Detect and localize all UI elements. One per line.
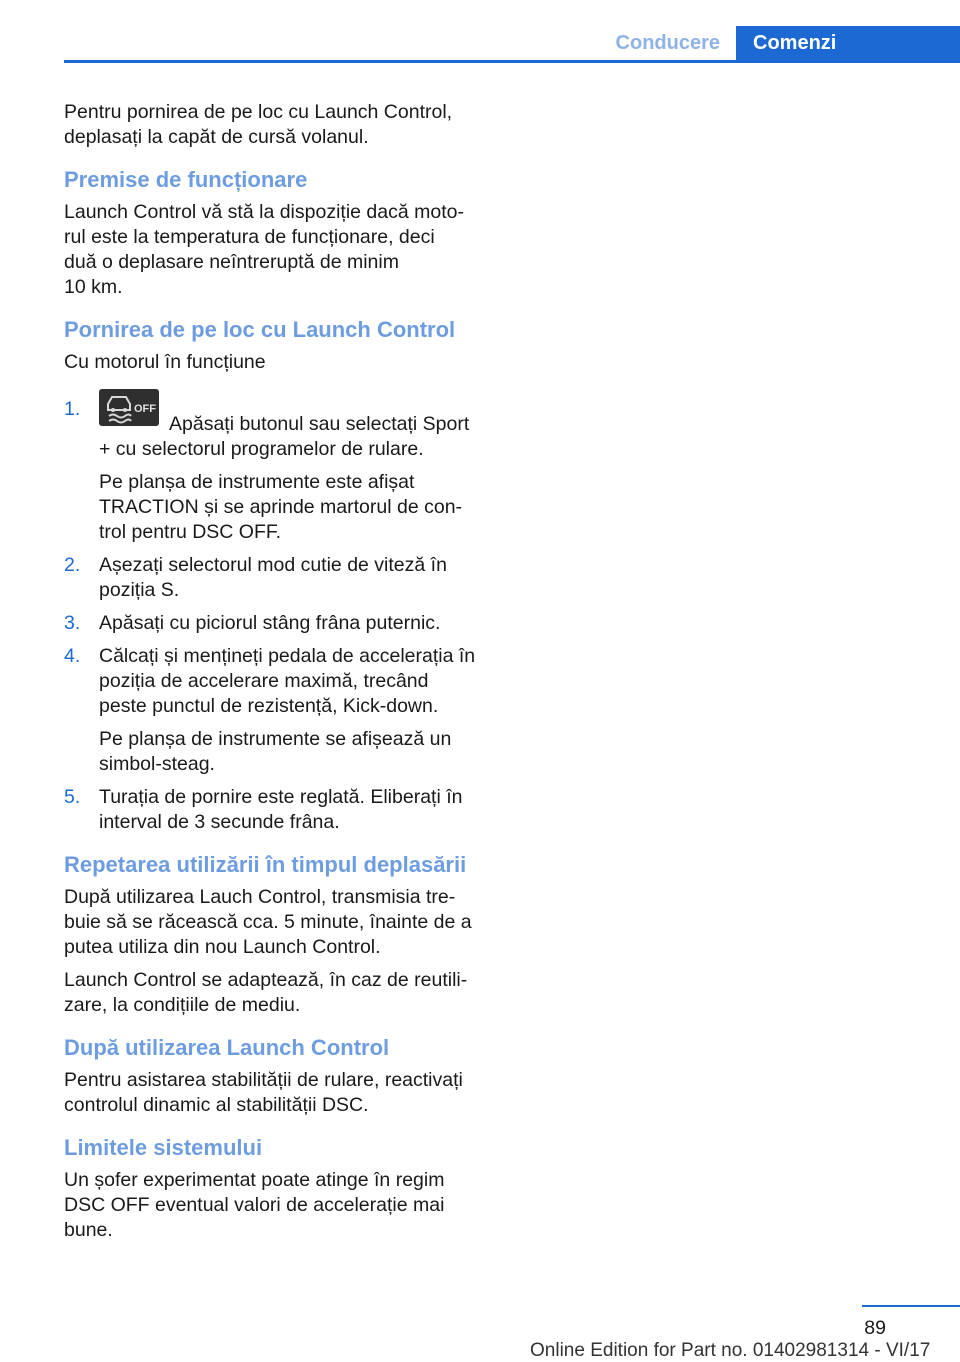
repetarea-paragraph-1: După utilizarea Lauch Control, transmisia tre- buie să se răcească cca. 5 minute, înainte de a putea utiliza din nou Launch Control. (64, 886, 472, 958)
limitele-paragraph: Un șofer experimentat poate atinge în regim DSC OFF eventual valori de accelerație mai bune. (64, 1169, 445, 1241)
pornirea-subtitle: Cu motorul în funcțiune (64, 351, 266, 373)
repetarea-paragraph-2: Launch Control se adaptează, în caz de reutili- zare, la condițiile de mediu. (64, 969, 468, 1016)
header-chapter-tab[interactable] (736, 26, 960, 63)
header-chapter-label: Comenzi (753, 32, 837, 54)
page-content (64, 100, 489, 1251)
step-5 (64, 785, 489, 835)
step-number: 1. (64, 398, 81, 420)
footer-divider (862, 1305, 960, 1307)
steps-list (64, 397, 489, 835)
step-number: 4. (64, 645, 81, 667)
step-4 (64, 644, 489, 777)
dsc-off-button-icon (99, 389, 159, 426)
premise-paragraph: Launch Control vă stă la dispoziție dacă moto- rul este la temperatura de funcționare, deci duă o deplasare neîntreruptă de minim 10 km. (64, 201, 464, 298)
edition-note: Online Edition for Part no. 01402981314 - VI/17 (530, 1340, 931, 1361)
step-2 (64, 553, 489, 603)
heading-limitele: Limitele sistemului (64, 1135, 263, 1160)
step-number: 5. (64, 786, 81, 808)
heading-premise: Premise de funcționare (64, 167, 308, 192)
heading-repetarea: Repetarea utilizării în timpul deplasării (64, 852, 467, 877)
header-section-tab[interactable]: Conducere (615, 32, 720, 54)
step-4-text: Călcați și mențineți pedala de accelerația în poziția de accelerare maximă, trecând peste punctul de rezistență, Kick-down. (99, 645, 476, 717)
step-3 (64, 611, 489, 636)
intro-paragraph: Pentru pornirea de pe loc cu Launch Control, deplasați la capăt de cursă volanul. (64, 101, 453, 148)
step-5-text: Turația de pornire este reglată. Eliberați în interval de 3 secunde frâna. (99, 786, 463, 833)
dupa-paragraph: Pentru asistarea stabilității de rulare, reactivați controlul dinamic al stabilității DSC. (64, 1069, 463, 1116)
step-4-note: Pe planșa de instrumente se afișează un simbol-steag. (99, 728, 452, 775)
step-2-text: Așezați selectorul mod cutie de viteză în poziția S. (99, 554, 447, 601)
heading-pornirea: Pornirea de pe loc cu Launch Control (64, 317, 456, 342)
dsc-off-icon-label: OFF (134, 403, 156, 415)
step-1 (64, 397, 489, 545)
step-text (99, 397, 489, 462)
step-number: 3. (64, 612, 81, 634)
step-1-text: Apăsați butonul sau selectați Sport + cu selectorul programelor de rulare. (99, 413, 470, 460)
header-divider (64, 60, 960, 63)
heading-dupa: După utilizarea Launch Control (64, 1035, 390, 1060)
step-3-text: Apăsați cu piciorul stâng frâna puternic. (99, 612, 441, 634)
step-1-note: Pe planșa de instrumente este afișat TRACTION și se aprinde martorul de con- trol pentru DSC OFF. (99, 471, 463, 543)
page-number: 89 (864, 1317, 886, 1339)
step-number: 2. (64, 554, 81, 576)
